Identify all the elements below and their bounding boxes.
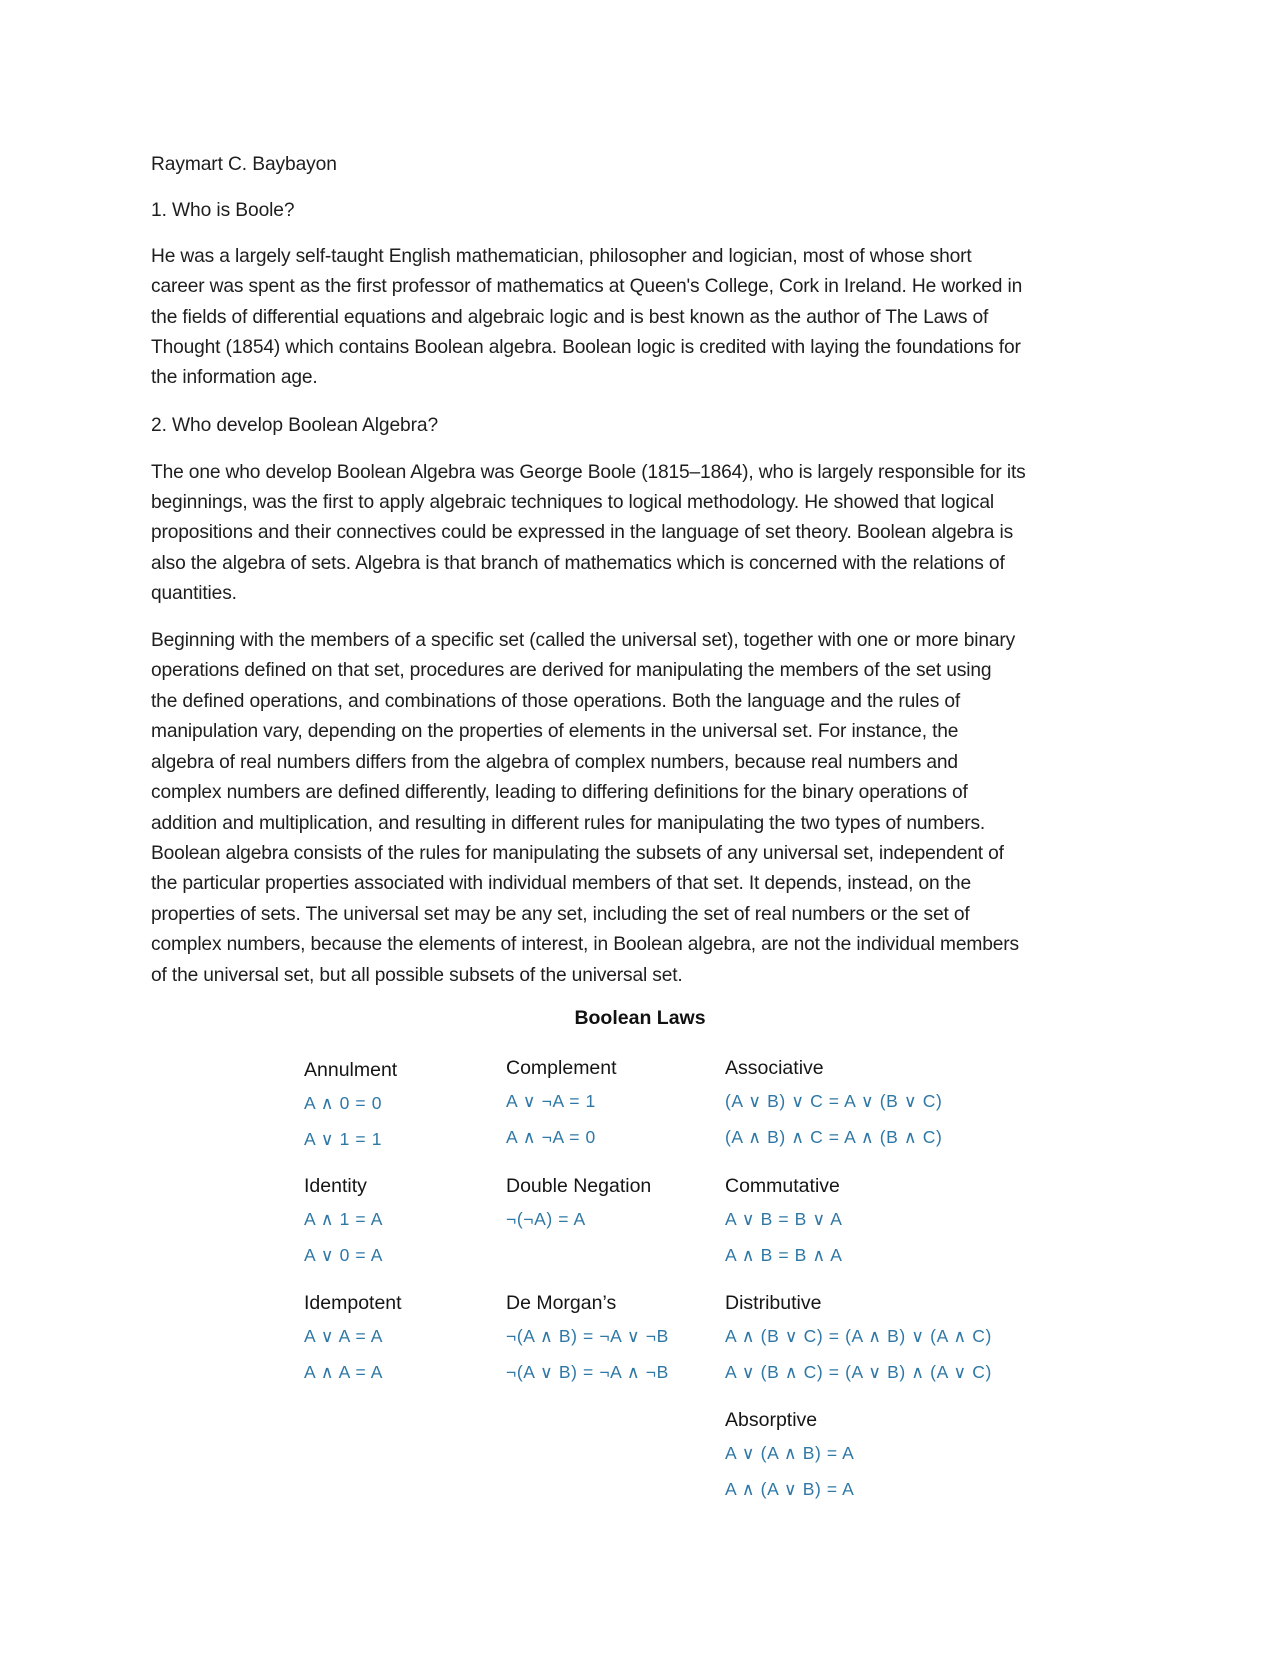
law-commutative: [725, 1174, 843, 1267]
law-associative: [725, 1056, 942, 1149]
law-expression: A ∧ 0 = 0: [304, 1093, 383, 1113]
law-expression: A ∧ (B ∨ C) = (A ∧ B) ∨ (A ∧ C): [725, 1326, 992, 1346]
paragraph-line: Beginning with the members of a specific set (called the universal set), together with one or more binary: [151, 630, 1016, 651]
paragraph-line: He was a largely self-taught English mathematician, philosopher and logician, most of whose short: [151, 246, 972, 267]
law-name: Absorptive: [725, 1409, 818, 1431]
paragraph-line: algebra of real numbers differs from the algebra of complex numbers, because real numbers and: [151, 752, 958, 773]
paragraph-line: also the algebra of sets. Algebra is that branch of mathematics which is concerned with the relations of: [151, 553, 1005, 574]
law-name: Double Negation: [506, 1175, 652, 1197]
paragraph-line: Boolean algebra consists of the rules for manipulating the subsets of any universal set, independent of: [151, 843, 1004, 864]
law-expression: A ∨ 1 = 1: [304, 1129, 383, 1149]
law-expression: A ∧ B = B ∧ A: [725, 1245, 843, 1265]
law-distributive: [725, 1291, 992, 1384]
paragraph-line: properties of sets. The universal set may be any set, including the set of real numbers or the set of: [151, 904, 970, 925]
paragraph-line: manipulation vary, depending on the properties of elements in the universal set. For instance, the: [151, 721, 959, 742]
author-name: Raymart C. Baybayon: [151, 154, 337, 175]
paragraph-line: the particular properties associated with individual members of that set. It depends, instead, on the: [151, 873, 971, 894]
paragraph-line: beginnings, was the first to apply algebraic techniques to logical methodology. He showed that logical: [151, 492, 994, 513]
law-name: Annulment: [304, 1059, 398, 1081]
law-name: De Morgan’s: [506, 1292, 617, 1314]
law-expression: A ∧ 1 = A: [304, 1209, 384, 1229]
law-expression: A ∧ A = A: [304, 1362, 384, 1382]
question-1-heading: 1. Who is Boole?: [151, 200, 295, 221]
paragraph-line: quantities.: [151, 583, 237, 604]
law-name: Idempotent: [304, 1292, 402, 1314]
law-name: Associative: [725, 1057, 824, 1079]
law-expression: A ∨ (B ∧ C) = (A ∨ B) ∧ (A ∨ C): [725, 1362, 992, 1382]
law-name: Complement: [506, 1057, 617, 1079]
law-double-negation: [506, 1174, 651, 1231]
law-idempotent: [304, 1291, 402, 1384]
paragraph-line: complex numbers are defined differently, leading to differing definitions for the binary operations of: [151, 782, 968, 803]
law-identity: [304, 1174, 383, 1267]
law-absorptive: [725, 1408, 854, 1501]
paragraph-line: addition and multiplication, and resulting in different rules for manipulating the two types of numbers.: [151, 813, 986, 834]
law-name: Commutative: [725, 1175, 840, 1197]
law-expression: A ∧ (A ∨ B) = A: [725, 1479, 855, 1499]
paragraph-line: The one who develop Boolean Algebra was George Boole (1815–1864), who is largely responsible for its: [151, 462, 1026, 483]
law-expression: A ∧ ¬A = 0: [506, 1127, 596, 1147]
law-expression: A ∨ B = B ∨ A: [725, 1209, 843, 1229]
law-complement: [506, 1056, 617, 1149]
paragraph-line: Thought (1854) which contains Boolean algebra. Boolean logic is credited with laying the foundations for: [151, 337, 1021, 358]
paragraph-line: complex numbers, because the elements of interest, in Boolean algebra, are not the individual members: [151, 934, 1019, 955]
paragraph-line: career was spent as the first professor of mathematics at Queen's College, Cork in Ireland. He worked in: [151, 276, 1023, 297]
paragraph-line: operations defined on that set, procedures are derived for manipulating the members of the set using: [151, 660, 992, 681]
question-2-heading: 2. Who develop Boolean Algebra?: [151, 415, 439, 436]
paragraph-line: the information age.: [151, 367, 318, 388]
law-expression: ¬(¬A) = A: [506, 1209, 586, 1229]
law-name: Distributive: [725, 1292, 822, 1314]
law-expression: A ∨ (A ∧ B) = A: [725, 1443, 855, 1463]
law-expression: (A ∨ B) ∨ C = A ∨ (B ∨ C): [725, 1091, 943, 1111]
paragraph-line: the defined operations, and combinations of those operations. Both the language and the rules of: [151, 691, 961, 712]
law-expression: A ∨ ¬A = 1: [506, 1091, 596, 1111]
law-de-morgans: [506, 1291, 669, 1384]
paragraph-line: propositions and their connectives could be expressed in the language of set theory. Boolean algebra is: [151, 522, 1014, 543]
law-expression: A ∨ 0 = A: [304, 1245, 384, 1265]
law-annulment: [304, 1058, 397, 1151]
boolean-laws-title: Boolean Laws: [574, 1007, 706, 1029]
law-expression: A ∨ A = A: [304, 1326, 384, 1346]
law-expression: ¬(A ∧ B) = ¬A ∨ ¬B: [506, 1326, 669, 1346]
law-name: Identity: [304, 1175, 367, 1197]
paragraph-line: of the universal set, but all possible subsets of the universal set.: [151, 965, 683, 986]
paragraph-line: the fields of differential equations and algebraic logic and is best known as the author of The Laws of: [151, 307, 989, 328]
law-expression: ¬(A ∨ B) = ¬A ∧ ¬B: [506, 1362, 669, 1382]
law-expression: (A ∧ B) ∧ C = A ∧ (B ∧ C): [725, 1127, 943, 1147]
